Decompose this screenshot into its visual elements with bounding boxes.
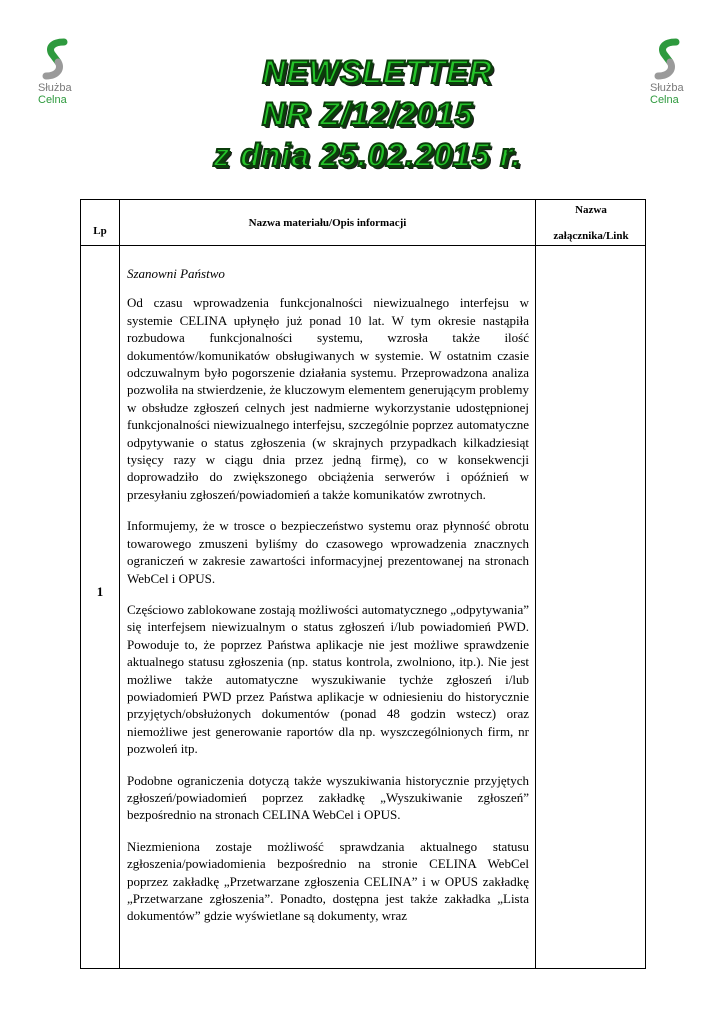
- paragraph: Informujemy, że w trosce o bezpieczeństwo systemu oraz płynność obrotu towarowego zmuszeni byliśmy do czasowego wprowadzenia znacznych ograniczeń w zakresie zawartości informacyjnej prezentowanej na stronach WebCel i OPUS.: [127, 518, 529, 586]
- greeting: Szanowni Państwo: [127, 266, 225, 281]
- column-header-lp: Lp: [93, 224, 107, 237]
- logo-text-sluzba: Służba: [650, 82, 684, 94]
- logo-text-celna: Celna: [650, 94, 679, 106]
- paragraph: Od czasu wprowadzenia funkcjonalności niewizualnego interfejsu w systemie CELINA upłynęło już ponad 10 lat. W tym okresie nastąpiła rozbudowa funkcjonalności systemu, wzrosła także ilość dokumentów/komunikatów obsługiwanych w systemie. W ostatnim czasie odczuwalnym było pogorszenie działania systemu. Przeprowadzona analiza pozwoliła na stwierdzenie, że kluczowym elementem generującym problemy w obsłudze zgłoszeń celnych jest nadmierne wykorzystanie udostępnionej funkcjonalności niewizualnego interfejsu, szczególnie poprzez automatyczne odpytywanie o status zgłoszenia (w skrajnych przypadkach kilkadziesiąt tysięcy razy w ciągu dnia przez jedną firmę), co w konsekwencji doprowadziło do zwiększonego obciążenia serwerów i opóźnień w przesyłaniu zgłoszeń/powiadomień a także komunikatów zwrotnych.: [127, 295, 529, 502]
- paragraph: Podobne ograniczenia dotyczą także wyszukiwania historycznie przyjętych zgłoszeń/powiadomień poprzez zakładkę „Wyszukiwanie zgłoszeń” bezpośrednio na stronach CELINA WebCel i OPUS.: [127, 772, 529, 823]
- column-header-material: Nazwa materiału/Opis informacji: [248, 216, 407, 229]
- paragraph: Częściowo zablokowane zostają możliwości automatycznego „odpytywania” się interfejsem niewizualnym o status zgłoszeń i/lub powiadomień PWD. Powoduje to, że poprzez Państwa aplikacje nie jest możliwe sprawdzenie aktualnego statusu zgłoszenia (np. status kontrola, zwolniono, itp.). Nie jest możliwe także automatyczne wyszukiwanie tychże zgłoszeń i/lub powiadomień PWD przez Państwa aplikacje w odniesieniu do historycznie przyjętych/obsłużonych dokumentów (ponad 48 godzin wstecz) oraz niemożliwe jest generowanie raportów dla np. wyszczególnionych firm, nr pozwoleń itp.: [127, 601, 529, 757]
- table-divider: [535, 200, 536, 968]
- newsletter-number: NR Z/12/2015: [261, 96, 474, 132]
- column-header-attachment-line1: Nazwa: [575, 203, 607, 216]
- logo-text-sluzba: Służba: [38, 82, 72, 94]
- column-header-attachment-line2: załącznika/Link: [553, 229, 629, 242]
- newsletter-table: [80, 199, 646, 969]
- column-header-attachment: [536, 200, 646, 245]
- row-number: 1: [96, 584, 104, 599]
- newsletter-date: z dnia 25.02.2015 r.: [213, 137, 522, 173]
- paragraph: Niezmieniona zostaje możliwość sprawdzania aktualnego statusu zgłoszenia/powiadomienia bezpośrednio na stronie CELINA WebCel poprzez zakładkę „Przetwarzane zgłoszenia CELINA” i w OPUS zakładkę „Przetwarzane zgłoszenia”. Ponadto, dostępna jest także zakładka „Lista dokumentów” gdzie wyświetlane są dokumenty, wraz: [127, 838, 529, 924]
- row-description: [127, 265, 529, 939]
- logo-text-celna: Celna: [38, 94, 67, 106]
- table-divider: [119, 200, 120, 968]
- newsletter-title: NEWSLETTER: [262, 54, 493, 90]
